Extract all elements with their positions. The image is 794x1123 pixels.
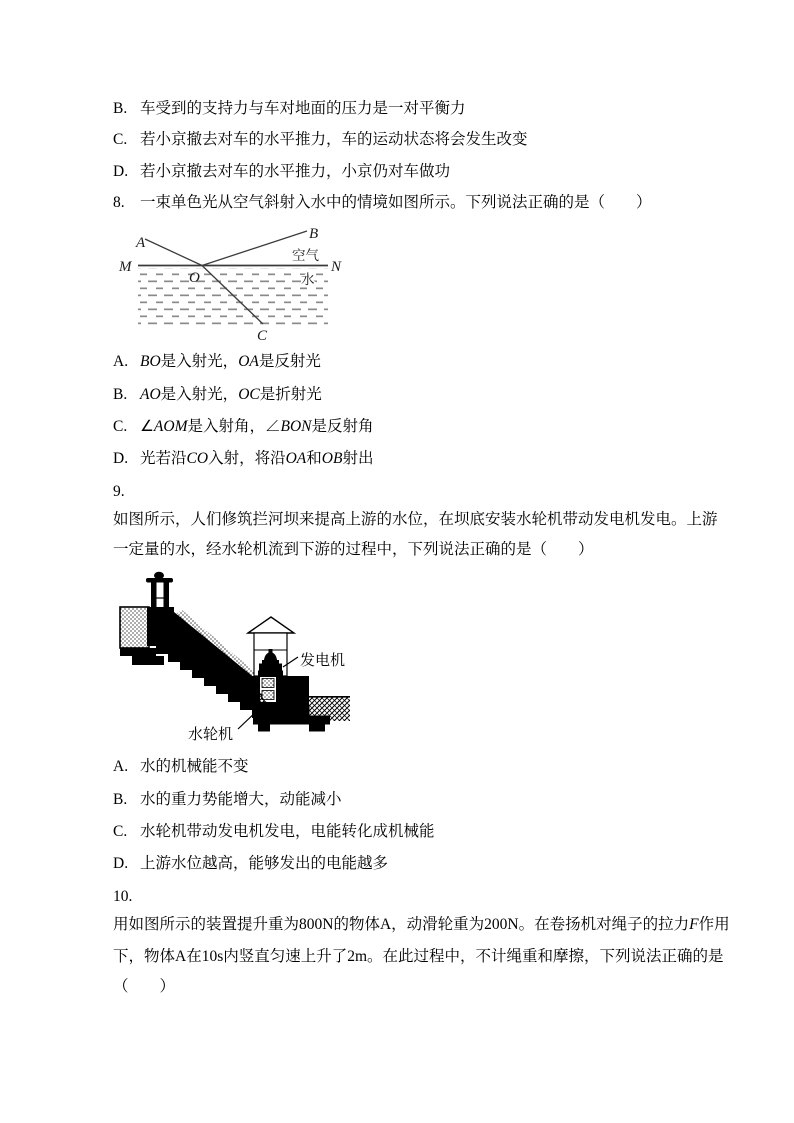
label-a: A: [136, 235, 146, 251]
question-9-option-b: [113, 790, 342, 810]
foundation: [253, 716, 330, 725]
label-water: 水: [301, 272, 315, 287]
question-10-stem-line-1: [113, 915, 730, 935]
option-text: 若小京撤去对车的水平推力，小京仍对车做功: [140, 163, 451, 180]
question-10-stem-line-3: [113, 977, 175, 997]
question-10-number: [113, 887, 132, 907]
option-text: 上游水位越高，能够发出的电能越多: [140, 855, 389, 872]
turbine-rotor-upper: [262, 679, 274, 688]
option-text: AO是入射光，OC是折射光: [140, 386, 322, 403]
stem-text: 一定量的水，经水轮机流到下游的过程中，下列说法正确的是（ ）: [113, 541, 594, 558]
option-text: 车受到的支持力与车对地面的压力是一对平衡力: [140, 100, 466, 117]
refraction-figure: [115, 222, 355, 349]
option-letter: A.: [113, 353, 129, 370]
option-text: 光若沿CO入射，将沿OA和OB射出: [140, 450, 374, 467]
question-8-stem: [113, 193, 652, 213]
generator-label: 发电机: [300, 653, 346, 669]
question-9-stem-line-2: [113, 540, 594, 560]
foundation-foot-left: [258, 725, 270, 732]
stem-text: （ ）: [113, 978, 176, 995]
label-air: 空气: [292, 248, 319, 263]
question-7-option-c: [113, 130, 528, 150]
option-letter: C.: [113, 823, 128, 840]
question-7-option-b: [113, 99, 466, 119]
question-8-option-d: [113, 449, 373, 469]
label-o: O: [189, 270, 200, 286]
turbine-rotor-lower: [262, 691, 274, 700]
foundation-foot-right: [309, 725, 325, 732]
dam-body: [147, 607, 262, 710]
option-letter: D.: [113, 855, 129, 872]
option-text: 若小京撤去对车的水平推力，车的运动状态将会发生改变: [140, 131, 528, 148]
question-10-stem-line-2: [113, 947, 724, 967]
option-letter: D.: [113, 163, 129, 180]
turbine-label: 水轮机: [188, 727, 234, 743]
upstream-bank: [120, 607, 149, 648]
stem-text: 用如图所示的装置提升重为800N的物体A，动滑轮重为200N。在卷扬机对绳子的拉力F作用: [113, 916, 730, 933]
question-8-option-b: [113, 385, 322, 405]
option-letter: B.: [113, 791, 128, 808]
option-letter: D.: [113, 450, 129, 467]
label-b: B: [309, 226, 319, 242]
question-8-option-c: [113, 417, 374, 437]
question-9-stem-line-1: [113, 510, 718, 530]
question-number: 9.: [113, 483, 125, 500]
question-9-option-c: [113, 822, 435, 842]
option-letter: B.: [113, 100, 128, 117]
option-letter: A.: [113, 758, 129, 775]
question-9-number: [113, 482, 125, 502]
option-letter: C.: [113, 131, 128, 148]
ray-ao: [145, 239, 202, 266]
label-c: C: [257, 328, 268, 344]
powerhouse-roof: [248, 617, 294, 633]
option-letter: C.: [113, 418, 128, 435]
stem-text: 下，物体A在10s内竖直匀速上升了2m。在此过程中，不计绳重和摩擦，下列说法正确的是: [113, 948, 724, 965]
stem-text: 一束单色光从空气斜射入水中的情境如图所示。下列说法正确的是（ ）: [140, 194, 652, 211]
label-n: N: [331, 259, 342, 275]
option-text: 水的重力势能增大，动能减小: [140, 791, 342, 808]
option-text: 水的机械能不变: [140, 758, 249, 775]
dam-figure: [112, 568, 357, 753]
question-number: 8.: [113, 194, 125, 211]
question-number: 10.: [113, 888, 133, 905]
label-m: M: [119, 259, 132, 275]
option-letter: B.: [113, 386, 128, 403]
option-text: BO是入射光，OA是反射光: [140, 353, 321, 370]
water-region: [138, 268, 328, 326]
option-text: 水轮机带动发电机发电，电能转化成机械能: [140, 823, 435, 840]
stem-text: 如图所示，人们修筑拦河坝来提高上游的水位，在坝底安装水轮机带动发电机发电。上游: [113, 511, 718, 528]
question-7-option-d: [113, 162, 450, 182]
option-text: ∠AOM是入射角，∠BON是反射角: [140, 418, 374, 435]
question-8-option-a: [113, 352, 321, 372]
question-9-option-d: [113, 854, 388, 874]
question-9-option-a: [113, 757, 249, 777]
